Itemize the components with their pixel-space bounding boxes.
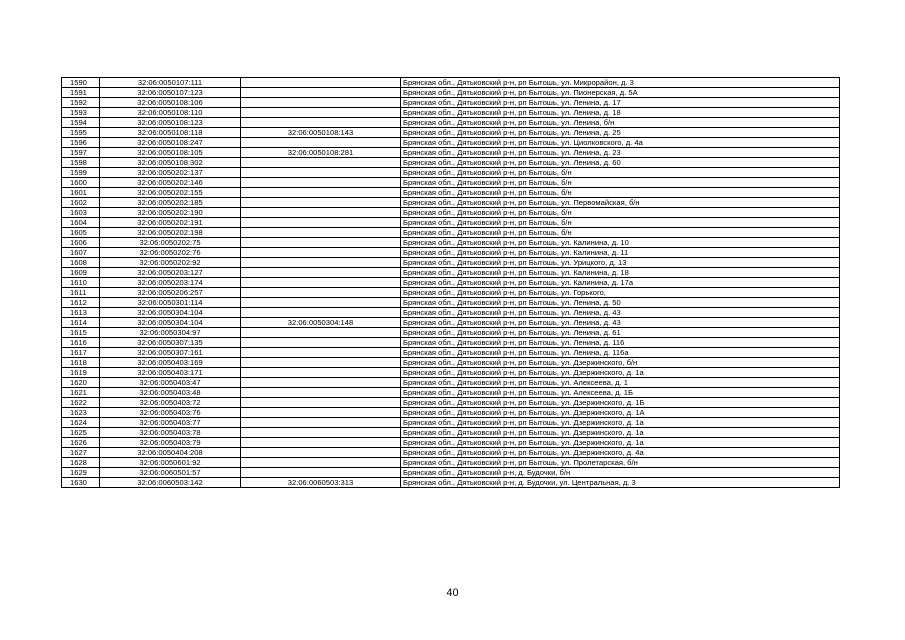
cadastral-number-cell: 32:06:0050108:106 [100, 98, 241, 108]
cadastral-number-cell: 32:06:0050108:118 [100, 128, 241, 138]
related-cadastral-number-cell [241, 448, 401, 458]
table-row [62, 118, 840, 128]
table-row [62, 278, 840, 288]
cadastral-number-cell: 32:06:0050403:72 [100, 398, 241, 408]
row-number-cell: 1623 [62, 408, 100, 418]
address-cell: Брянская обл., Дятьковский р-н, рп Бытошь, б/н [401, 178, 840, 188]
table-row [62, 268, 840, 278]
page-number: 40 [446, 587, 459, 599]
row-number-cell: 1613 [62, 308, 100, 318]
cadastral-number-cell: 32:06:0050202:76 [100, 248, 241, 258]
related-cadastral-number-cell [241, 408, 401, 418]
address-cell: Брянская обл., Дятьковский р-н, рп Бытошь, ул. Ленина, д. 18 [401, 108, 840, 118]
row-number-cell: 1594 [62, 118, 100, 128]
address-cell: Брянская обл., Дятьковский р-н, рп Бытошь, ул. Ленина, д. 43 [401, 308, 840, 318]
address-cell: Брянская обл., Дятьковский р-н, рп Бытошь, ул. Алексеева, д. 1 [401, 378, 840, 388]
table-row [62, 338, 840, 348]
table-row [62, 88, 840, 98]
related-cadastral-number-cell [241, 398, 401, 408]
related-cadastral-number-cell: 32:06:0060503:313 [241, 478, 401, 488]
address-cell: Брянская обл., Дятьковский р-н, рп Бытошь, ул. Ленина, д. 50 [401, 298, 840, 308]
address-cell: Брянская обл., Дятьковский р-н, рп Бытошь, ул. Ленина, д. 23 [401, 148, 840, 158]
row-number-cell: 1605 [62, 228, 100, 238]
row-number-cell: 1628 [62, 458, 100, 468]
cadastral-number-cell: 32:06:0050108:110 [100, 108, 241, 118]
related-cadastral-number-cell [241, 158, 401, 168]
cadastral-number-cell: 32:06:0050203:174 [100, 278, 241, 288]
address-cell: Брянская обл., Дятьковский р-н, рп Бытошь, ул. Пионерская, д. 5А [401, 88, 840, 98]
related-cadastral-number-cell [241, 358, 401, 368]
cadastral-number-cell: 32:06:0050202:75 [100, 238, 241, 248]
table-row [62, 188, 840, 198]
row-number-cell: 1603 [62, 208, 100, 218]
address-cell: Брянская обл., Дятьковский р-н, рп Бытошь, ул. Ленина, д. 43 [401, 318, 840, 328]
address-cell: Брянская обл., Дятьковский р-н, рп Бытошь, б/н [401, 188, 840, 198]
table-row [62, 388, 840, 398]
cadastral-number-cell: 32:06:0050403:48 [100, 388, 241, 398]
related-cadastral-number-cell: 32:06:0050304:148 [241, 318, 401, 328]
address-cell: Брянская обл., Дятьковский р-н, рп Бытошь, ул. Калинина, д. 11 [401, 248, 840, 258]
row-number-cell: 1590 [62, 78, 100, 88]
table-row [62, 448, 840, 458]
related-cadastral-number-cell [241, 328, 401, 338]
table-row [62, 158, 840, 168]
address-cell: Брянская обл., Дятьковский р-н, рп Бытошь, ул. Ленина, д. 61 [401, 328, 840, 338]
related-cadastral-number-cell [241, 228, 401, 238]
related-cadastral-number-cell [241, 98, 401, 108]
row-number-cell: 1598 [62, 158, 100, 168]
address-cell: Брянская обл., Дятьковский р-н, рп Бытошь, ул. Калинина, д. 10 [401, 238, 840, 248]
cadastral-number-cell: 32:06:0050403:78 [100, 428, 241, 438]
table-row [62, 78, 840, 88]
cadastral-number-cell: 32:06:0050108:247 [100, 138, 241, 148]
related-cadastral-number-cell [241, 458, 401, 468]
address-cell: Брянская обл., Дятьковский р-н, рп Бытошь, ул. Ленина, д. 116 [401, 338, 840, 348]
table-row [62, 228, 840, 238]
related-cadastral-number-cell [241, 468, 401, 478]
related-cadastral-number-cell [241, 208, 401, 218]
table-row [62, 408, 840, 418]
row-number-cell: 1601 [62, 188, 100, 198]
cadastral-number-cell: 32:06:0050403:169 [100, 358, 241, 368]
row-number-cell: 1608 [62, 258, 100, 268]
related-cadastral-number-cell [241, 118, 401, 128]
cadastral-number-cell: 32:06:0050202:155 [100, 188, 241, 198]
table-row [62, 458, 840, 468]
cadastral-number-cell: 32:06:0050404:208 [100, 448, 241, 458]
table-row [62, 378, 840, 388]
table-row [62, 308, 840, 318]
row-number-cell: 1593 [62, 108, 100, 118]
address-cell: Брянская обл., Дятьковский р-н, рп Бытошь, ул. Горького, [401, 288, 840, 298]
related-cadastral-number-cell [241, 248, 401, 258]
row-number-cell: 1592 [62, 98, 100, 108]
row-number-cell: 1622 [62, 398, 100, 408]
row-number-cell: 1620 [62, 378, 100, 388]
cadastral-number-cell: 32:06:0050108:105 [100, 148, 241, 158]
row-number-cell: 1626 [62, 438, 100, 448]
related-cadastral-number-cell [241, 438, 401, 448]
related-cadastral-number-cell [241, 348, 401, 358]
cadastral-number-cell: 32:06:0050202:198 [100, 228, 241, 238]
related-cadastral-number-cell [241, 418, 401, 428]
row-number-cell: 1629 [62, 468, 100, 478]
cadastral-number-cell: 32:06:0050601:92 [100, 458, 241, 468]
address-cell: Брянская обл., Дятьковский р-н, рп Бытошь, ул. Дзержинского, д. 1Б [401, 398, 840, 408]
table-row [62, 468, 840, 478]
address-cell: Брянская обл., Дятьковский р-н, рп Бытошь, ул. Микрорайон, д. 3 [401, 78, 840, 88]
cadastral-number-cell: 32:06:0060501:57 [100, 468, 241, 478]
table-row [62, 328, 840, 338]
related-cadastral-number-cell [241, 138, 401, 148]
address-cell: Брянская обл., Дятьковский р-н, рп Бытошь, ул. Дзержинского, д. 1а [401, 368, 840, 378]
table-row [62, 108, 840, 118]
address-cell: Брянская обл., Дятьковский р-н, рп Бытошь, ул. Пролетарская, б/н [401, 458, 840, 468]
related-cadastral-number-cell [241, 218, 401, 228]
cadastral-number-cell: 32:06:0050202:146 [100, 178, 241, 188]
related-cadastral-number-cell [241, 308, 401, 318]
row-number-cell: 1618 [62, 358, 100, 368]
row-number-cell: 1602 [62, 198, 100, 208]
table-row [62, 298, 840, 308]
row-number-cell: 1610 [62, 278, 100, 288]
cadastral-number-cell: 32:06:0050403:76 [100, 408, 241, 418]
table-row [62, 238, 840, 248]
row-number-cell: 1617 [62, 348, 100, 358]
related-cadastral-number-cell [241, 168, 401, 178]
cadastral-number-cell: 32:06:0050403:171 [100, 368, 241, 378]
cadastral-number-cell: 32:06:0050304:104 [100, 318, 241, 328]
address-cell: Брянская обл., Дятьковский р-н, д. Будочки, ул. Центральная, д. 3 [401, 478, 840, 488]
row-number-cell: 1624 [62, 418, 100, 428]
row-number-cell: 1616 [62, 338, 100, 348]
table-row [62, 178, 840, 188]
address-cell: Брянская обл., Дятьковский р-н, рп Бытошь, ул. Калинина, д. 18 [401, 268, 840, 278]
table-row [62, 208, 840, 218]
row-number-cell: 1619 [62, 368, 100, 378]
cadastral-number-cell: 32:06:0050304:97 [100, 328, 241, 338]
address-cell: Брянская обл., Дятьковский р-н, рп Бытошь, б/н [401, 168, 840, 178]
row-number-cell: 1599 [62, 168, 100, 178]
related-cadastral-number-cell: 32:06:0050108:143 [241, 128, 401, 138]
row-number-cell: 1607 [62, 248, 100, 258]
row-number-cell: 1614 [62, 318, 100, 328]
related-cadastral-number-cell: 32:06:0050108:281 [241, 148, 401, 158]
row-number-cell: 1596 [62, 138, 100, 148]
address-cell: Брянская обл., Дятьковский р-н, д. Будочки, б/н [401, 468, 840, 478]
row-number-cell: 1600 [62, 178, 100, 188]
address-cell: Брянская обл., Дятьковский р-н, рп Бытошь, ул. Алексеева, д. 1Б [401, 388, 840, 398]
related-cadastral-number-cell [241, 178, 401, 188]
related-cadastral-number-cell [241, 278, 401, 288]
related-cadastral-number-cell [241, 428, 401, 438]
table-row [62, 478, 840, 488]
cadastral-number-cell: 32:06:0050108:302 [100, 158, 241, 168]
table-row [62, 128, 840, 138]
address-cell: Брянская обл., Дятьковский р-н, рп Бытошь, ул. Калинина, д. 17а [401, 278, 840, 288]
cadastral-number-cell: 32:06:0050202:92 [100, 258, 241, 268]
table-row [62, 198, 840, 208]
table-row [62, 398, 840, 408]
address-cell: Брянская обл., Дятьковский р-н, рп Бытошь, ул. Дзержинского, д. 1а [401, 418, 840, 428]
related-cadastral-number-cell [241, 388, 401, 398]
related-cadastral-number-cell [241, 238, 401, 248]
related-cadastral-number-cell [241, 378, 401, 388]
address-cell: Брянская обл., Дятьковский р-н, рп Бытошь, ул. Циолковского, д. 4а [401, 138, 840, 148]
row-number-cell: 1615 [62, 328, 100, 338]
related-cadastral-number-cell [241, 368, 401, 378]
address-cell: Брянская обл., Дятьковский р-н, рп Бытошь, ул. Дзержинского, д. 1а [401, 438, 840, 448]
address-cell: Брянская обл., Дятьковский р-н, рп Бытошь, ул. Ленина, д. 116а [401, 348, 840, 358]
address-cell: Брянская обл., Дятьковский р-н, рп Бытошь, ул. Дзержинского, б/н [401, 358, 840, 368]
cadastral-number-cell: 32:06:0050202:190 [100, 208, 241, 218]
address-cell: Брянская обл., Дятьковский р-н, рп Бытошь, ул. Ленина, б/н [401, 118, 840, 128]
row-number-cell: 1606 [62, 238, 100, 248]
related-cadastral-number-cell [241, 188, 401, 198]
row-number-cell: 1630 [62, 478, 100, 488]
table-row [62, 248, 840, 258]
cadastral-number-cell: 32:06:0050403:47 [100, 378, 241, 388]
table-row [62, 428, 840, 438]
table-row [62, 218, 840, 228]
table-row [62, 418, 840, 428]
table-row [62, 138, 840, 148]
row-number-cell: 1627 [62, 448, 100, 458]
address-cell: Брянская обл., Дятьковский р-н, рп Бытошь, ул. Ленина, д. 17 [401, 98, 840, 108]
row-number-cell: 1621 [62, 388, 100, 398]
row-number-cell: 1595 [62, 128, 100, 138]
cadastral-number-cell: 32:06:0060503:142 [100, 478, 241, 488]
related-cadastral-number-cell [241, 268, 401, 278]
row-number-cell: 1604 [62, 218, 100, 228]
cadastral-number-cell: 32:06:0050403:77 [100, 418, 241, 428]
address-cell: Брянская обл., Дятьковский р-н, рп Бытошь, ул. Урицкого, д. 13 [401, 258, 840, 268]
row-number-cell: 1609 [62, 268, 100, 278]
table-row [62, 358, 840, 368]
related-cadastral-number-cell [241, 88, 401, 98]
cadastral-number-cell: 32:06:0050108:123 [100, 118, 241, 128]
table-row [62, 438, 840, 448]
table-row [62, 148, 840, 158]
row-number-cell: 1597 [62, 148, 100, 158]
property-table [61, 77, 840, 488]
row-number-cell: 1612 [62, 298, 100, 308]
cadastral-number-cell: 32:06:0050307:161 [100, 348, 241, 358]
cadastral-number-cell: 32:06:0050107:123 [100, 88, 241, 98]
address-cell: Брянская обл., Дятьковский р-н, рп Бытошь, б/н [401, 218, 840, 228]
row-number-cell: 1591 [62, 88, 100, 98]
address-cell: Брянская обл., Дятьковский р-н, рп Бытошь, б/н [401, 208, 840, 218]
address-cell: Брянская обл., Дятьковский р-н, рп Бытошь, ул. Первомайская, б/н [401, 198, 840, 208]
table-row [62, 368, 840, 378]
cadastral-number-cell: 32:06:0050203:127 [100, 268, 241, 278]
row-number-cell: 1625 [62, 428, 100, 438]
address-cell: Брянская обл., Дятьковский р-н, рп Бытошь, ул. Ленина, д. 25 [401, 128, 840, 138]
address-cell: Брянская обл., Дятьковский р-н, рп Бытошь, ул. Дзержинского, д. 4а [401, 448, 840, 458]
related-cadastral-number-cell [241, 258, 401, 268]
row-number-cell: 1611 [62, 288, 100, 298]
address-cell: Брянская обл., Дятьковский р-н, рп Бытошь, ул. Дзержинского, д. 1а [401, 428, 840, 438]
related-cadastral-number-cell [241, 78, 401, 88]
table-row [62, 168, 840, 178]
table-row [62, 318, 840, 328]
cadastral-number-cell: 32:06:0050107:111 [100, 78, 241, 88]
cadastral-number-cell: 32:06:0050202:137 [100, 168, 241, 178]
property-table-body [62, 78, 840, 488]
related-cadastral-number-cell [241, 338, 401, 348]
cadastral-number-cell: 32:06:0050307:135 [100, 338, 241, 348]
related-cadastral-number-cell [241, 108, 401, 118]
cadastral-number-cell: 32:06:0050304:104 [100, 308, 241, 318]
table-row [62, 258, 840, 268]
table-row [62, 288, 840, 298]
cadastral-number-cell: 32:06:0050301:114 [100, 298, 241, 308]
related-cadastral-number-cell [241, 288, 401, 298]
cadastral-number-cell: 32:06:0050206:257 [100, 288, 241, 298]
cadastral-number-cell: 32:06:0050403:79 [100, 438, 241, 448]
address-cell: Брянская обл., Дятьковский р-н, рп Бытошь, ул. Дзержинского, д. 1А [401, 408, 840, 418]
related-cadastral-number-cell [241, 298, 401, 308]
cadastral-number-cell: 32:06:0050202:191 [100, 218, 241, 228]
related-cadastral-number-cell [241, 198, 401, 208]
table-row [62, 348, 840, 358]
address-cell: Брянская обл., Дятьковский р-н, рп Бытошь, б/н [401, 228, 840, 238]
table-row [62, 98, 840, 108]
cadastral-number-cell: 32:06:0050202:185 [100, 198, 241, 208]
address-cell: Брянская обл., Дятьковский р-н, рп Бытошь, ул. Ленина, д. 60 [401, 158, 840, 168]
